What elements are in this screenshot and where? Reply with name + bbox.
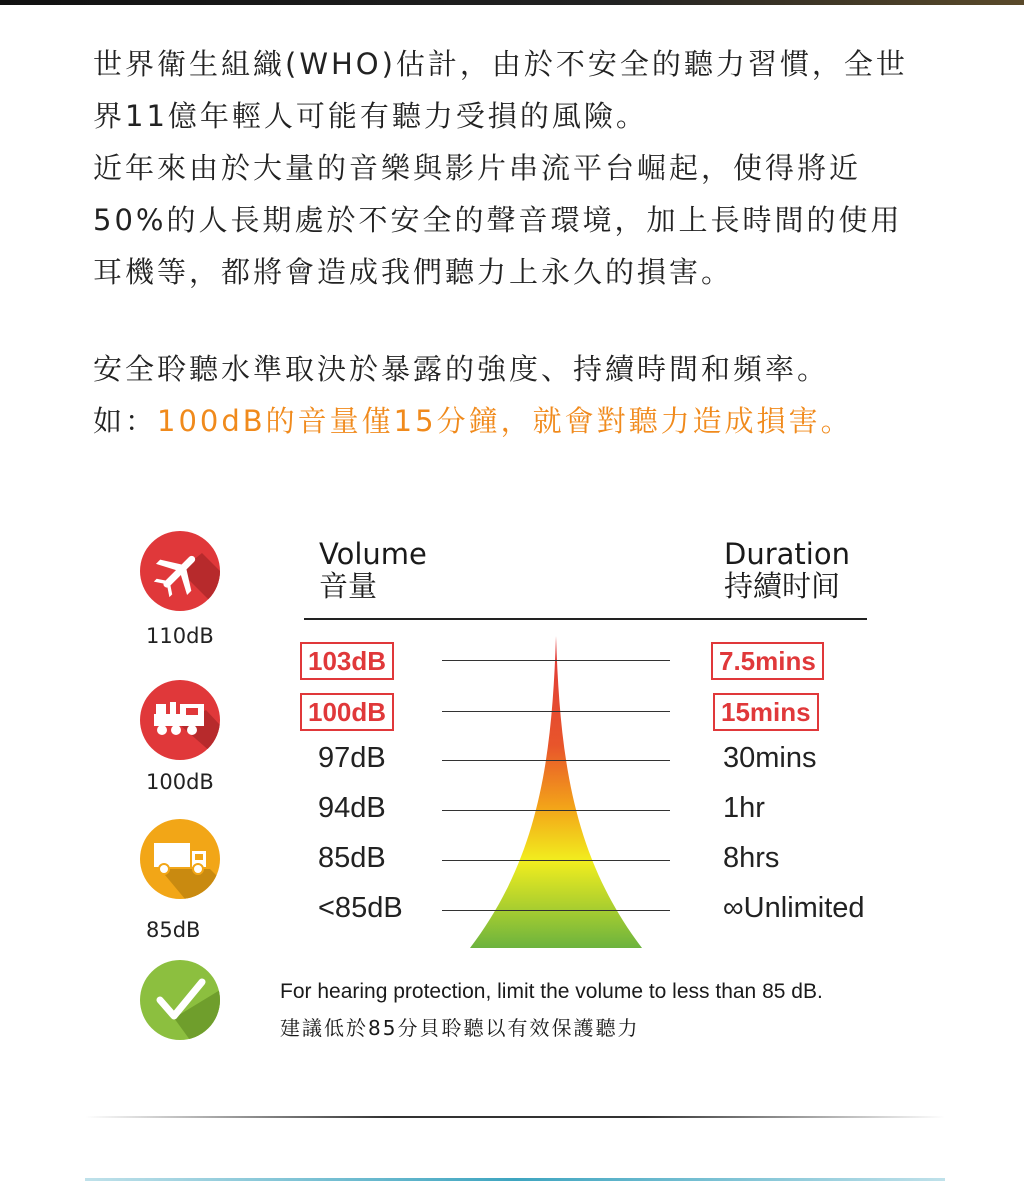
row-line (442, 810, 670, 811)
volume-cell: 85dB (318, 842, 386, 874)
row-line (442, 760, 670, 761)
volume-cell: 103dB (300, 642, 394, 680)
row-line (442, 660, 670, 661)
volume-header-zh: 音量 (319, 569, 378, 603)
intro-line: 50%的人長期處於不安全的聲音環境，加上長時間的使用 (93, 203, 903, 237)
volume-spike (470, 636, 642, 950)
row-line (442, 860, 670, 861)
safety-example (93, 395, 943, 447)
safety-paragraph (93, 343, 943, 447)
volume-cell: 97dB (318, 742, 386, 774)
volume-cell: 100dB (300, 693, 394, 731)
example-highlight: 100dB的音量僅15分鐘，就會對聽力造成損害。 (157, 404, 853, 438)
duration-header-zh: 持續时间 (724, 569, 841, 603)
row-line (442, 910, 670, 911)
truck-icon (140, 819, 220, 899)
volume-cell: <85dB (318, 892, 403, 924)
source-level-label: 110dB (146, 624, 214, 648)
row-line (442, 711, 670, 712)
intro-paragraph (93, 38, 943, 298)
intro-line: 耳機等，都將會造成我們聽力上永久的損害。 (93, 255, 734, 289)
protection-note-en: For hearing protection, limit the volume to less than 85 dB. (280, 980, 823, 1003)
duration-cell: 7.5mins (711, 642, 824, 680)
duration-cell: 15mins (713, 693, 819, 731)
volume-header-en: Volume (319, 537, 427, 571)
protection-note-zh: 建議低於85分貝聆聽以有效保護聽力 (280, 1016, 640, 1040)
train-icon (140, 680, 220, 760)
safety-line: 安全聆聽水準取決於暴露的強度、持續時間和頻率。 (93, 352, 830, 386)
duration-cell: 1hr (723, 792, 765, 824)
airplane-icon (140, 531, 220, 611)
source-level-label: 100dB (146, 770, 214, 794)
intro-line: 世界衛生組織(WHO)估計，由於不安全的聽力習慣，全世 (93, 47, 908, 81)
duration-cell: 8hrs (723, 842, 780, 874)
header-rule (304, 618, 867, 620)
top-bar (0, 0, 1024, 5)
check-icon (140, 960, 220, 1040)
duration-header (724, 538, 850, 602)
divider (85, 1116, 945, 1118)
intro-line: 近年來由於大量的音樂與影片串流平台崛起，使得將近 (93, 151, 862, 185)
volume-header (319, 538, 427, 602)
duration-cell: ∞Unlimited (723, 892, 865, 924)
volume-cell: 94dB (318, 792, 386, 824)
intro-line: 界11億年輕人可能有聽力受損的風險。 (93, 99, 648, 133)
duration-cell: 30mins (723, 742, 817, 774)
example-prefix: 如： (93, 404, 158, 438)
duration-header-en: Duration (724, 537, 850, 571)
source-level-label: 85dB (146, 918, 201, 942)
